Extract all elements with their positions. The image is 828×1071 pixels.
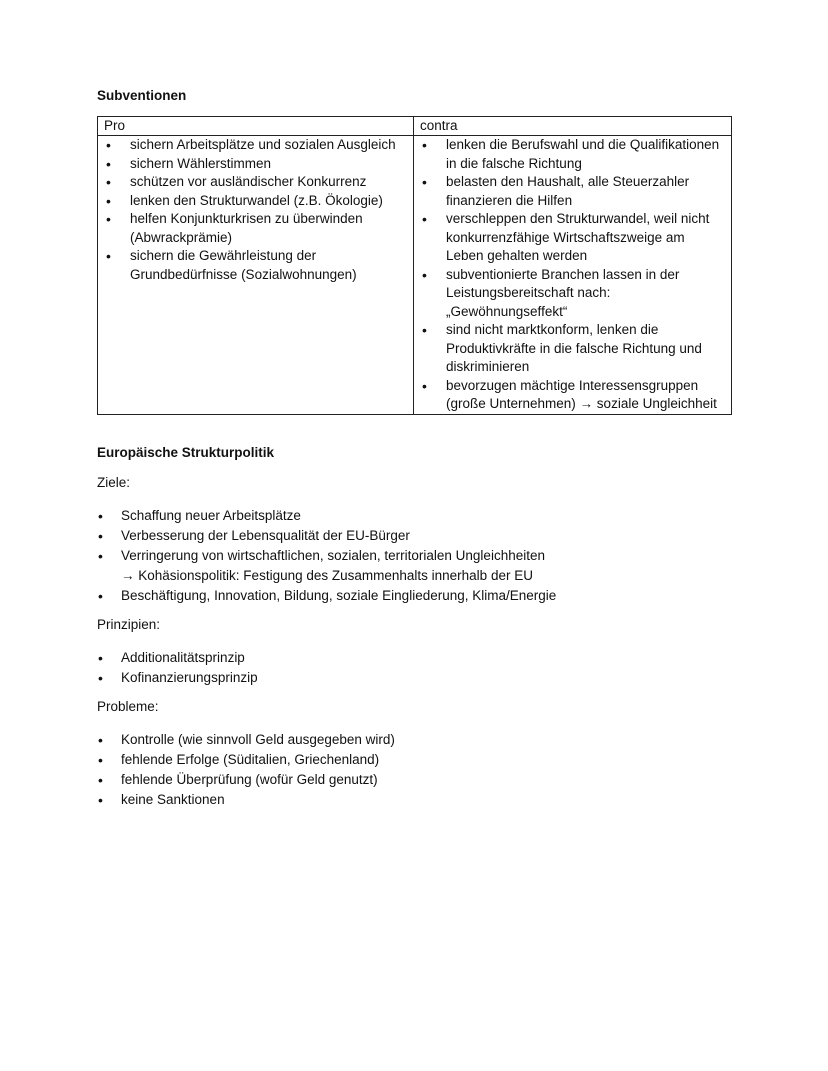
pro-item: • helfen Konjunkturkrisen zu überwinden (Abwrackprämie) [104,210,407,247]
contra-item: • sind nicht marktkonform, lenken die Produktivkräfte in die falsche Richtung und diskriminieren [420,321,725,377]
pro-item: • sichern Arbeitsplätze und sozialen Ausgleich [104,136,407,155]
ziele-item: • Verbesserung der Lebensqualität der EU-Bürger [97,526,733,546]
prinzipien-item: • Additionalitätsprinzip [97,648,733,668]
probleme-item: • fehlende Überprüfung (wofür Geld genutzt) [97,770,733,790]
contra-item: • lenken die Berufswahl und die Qualifikationen in die falsche Richtung [420,136,725,173]
probleme-label: Probleme: [97,698,159,714]
ziele-item-text: Verringerung von wirtschaftlichen, sozialen, territorialen Ungleichheiten [121,547,545,563]
document-page [97,87,733,810]
contra-item: • bevorzugen mächtige Interessensgruppen (große Unternehmen) → soziale Ungleichheit [420,377,725,414]
contra-item: • verschleppen den Strukturwandel, weil nicht konkurrenzfähige Wirtschaftszweige am Leben gehalten werden [420,210,725,266]
ziele-item [97,546,733,586]
contra-item: • subventionierte Branchen lassen in der Leistungsbereitschaft nach: „Gewöhnungseffekt“ [420,266,725,322]
ziele-label: Ziele: [97,474,131,490]
column-header-contra: contra [414,117,732,136]
prinzipien-item: • Kofinanzierungsprinzip [97,668,733,688]
pro-item: • sichern die Gewährleistung der Grundbedürfnisse (Sozialwohnungen) [104,247,407,284]
kohaesionspolitik-note: → Kohäsionspolitik: Festigung des Zusammenhalts innerhalb der EU [121,567,533,583]
prinzipien-list [97,648,733,688]
section-title-strukturpolitik: Europäische Strukturpolitik [97,444,275,460]
prinzipien-label: Prinzipien: [97,616,161,632]
contra-item: • belasten den Haushalt, alle Steuerzahler finanzieren die Hilfen [420,173,725,210]
section-title-subventionen: Subventionen [97,88,187,103]
probleme-item: • fehlende Erfolge (Süditalien, Griechenland) [97,750,733,770]
probleme-item: • keine Sanktionen [97,790,733,810]
probleme-list [97,730,733,810]
pro-item: • lenken den Strukturwandel (z.B. Ökologie) [104,192,407,211]
pro-contra-table [97,116,732,415]
pro-cell [98,136,414,415]
pro-item: • schützen vor ausländischer Konkurrenz [104,173,407,192]
contra-cell [414,136,732,415]
ziele-item: • Beschäftigung, Innovation, Bildung, soziale Eingliederung, Klima/Energie [97,586,733,606]
ziele-item: • Schaffung neuer Arbeitsplätze [97,506,733,526]
probleme-item: • Kontrolle (wie sinnvoll Geld ausgegeben wird) [97,730,733,750]
ziele-list [97,506,733,606]
pro-item: • sichern Wählerstimmen [104,155,407,174]
column-header-pro: Pro [98,117,414,136]
